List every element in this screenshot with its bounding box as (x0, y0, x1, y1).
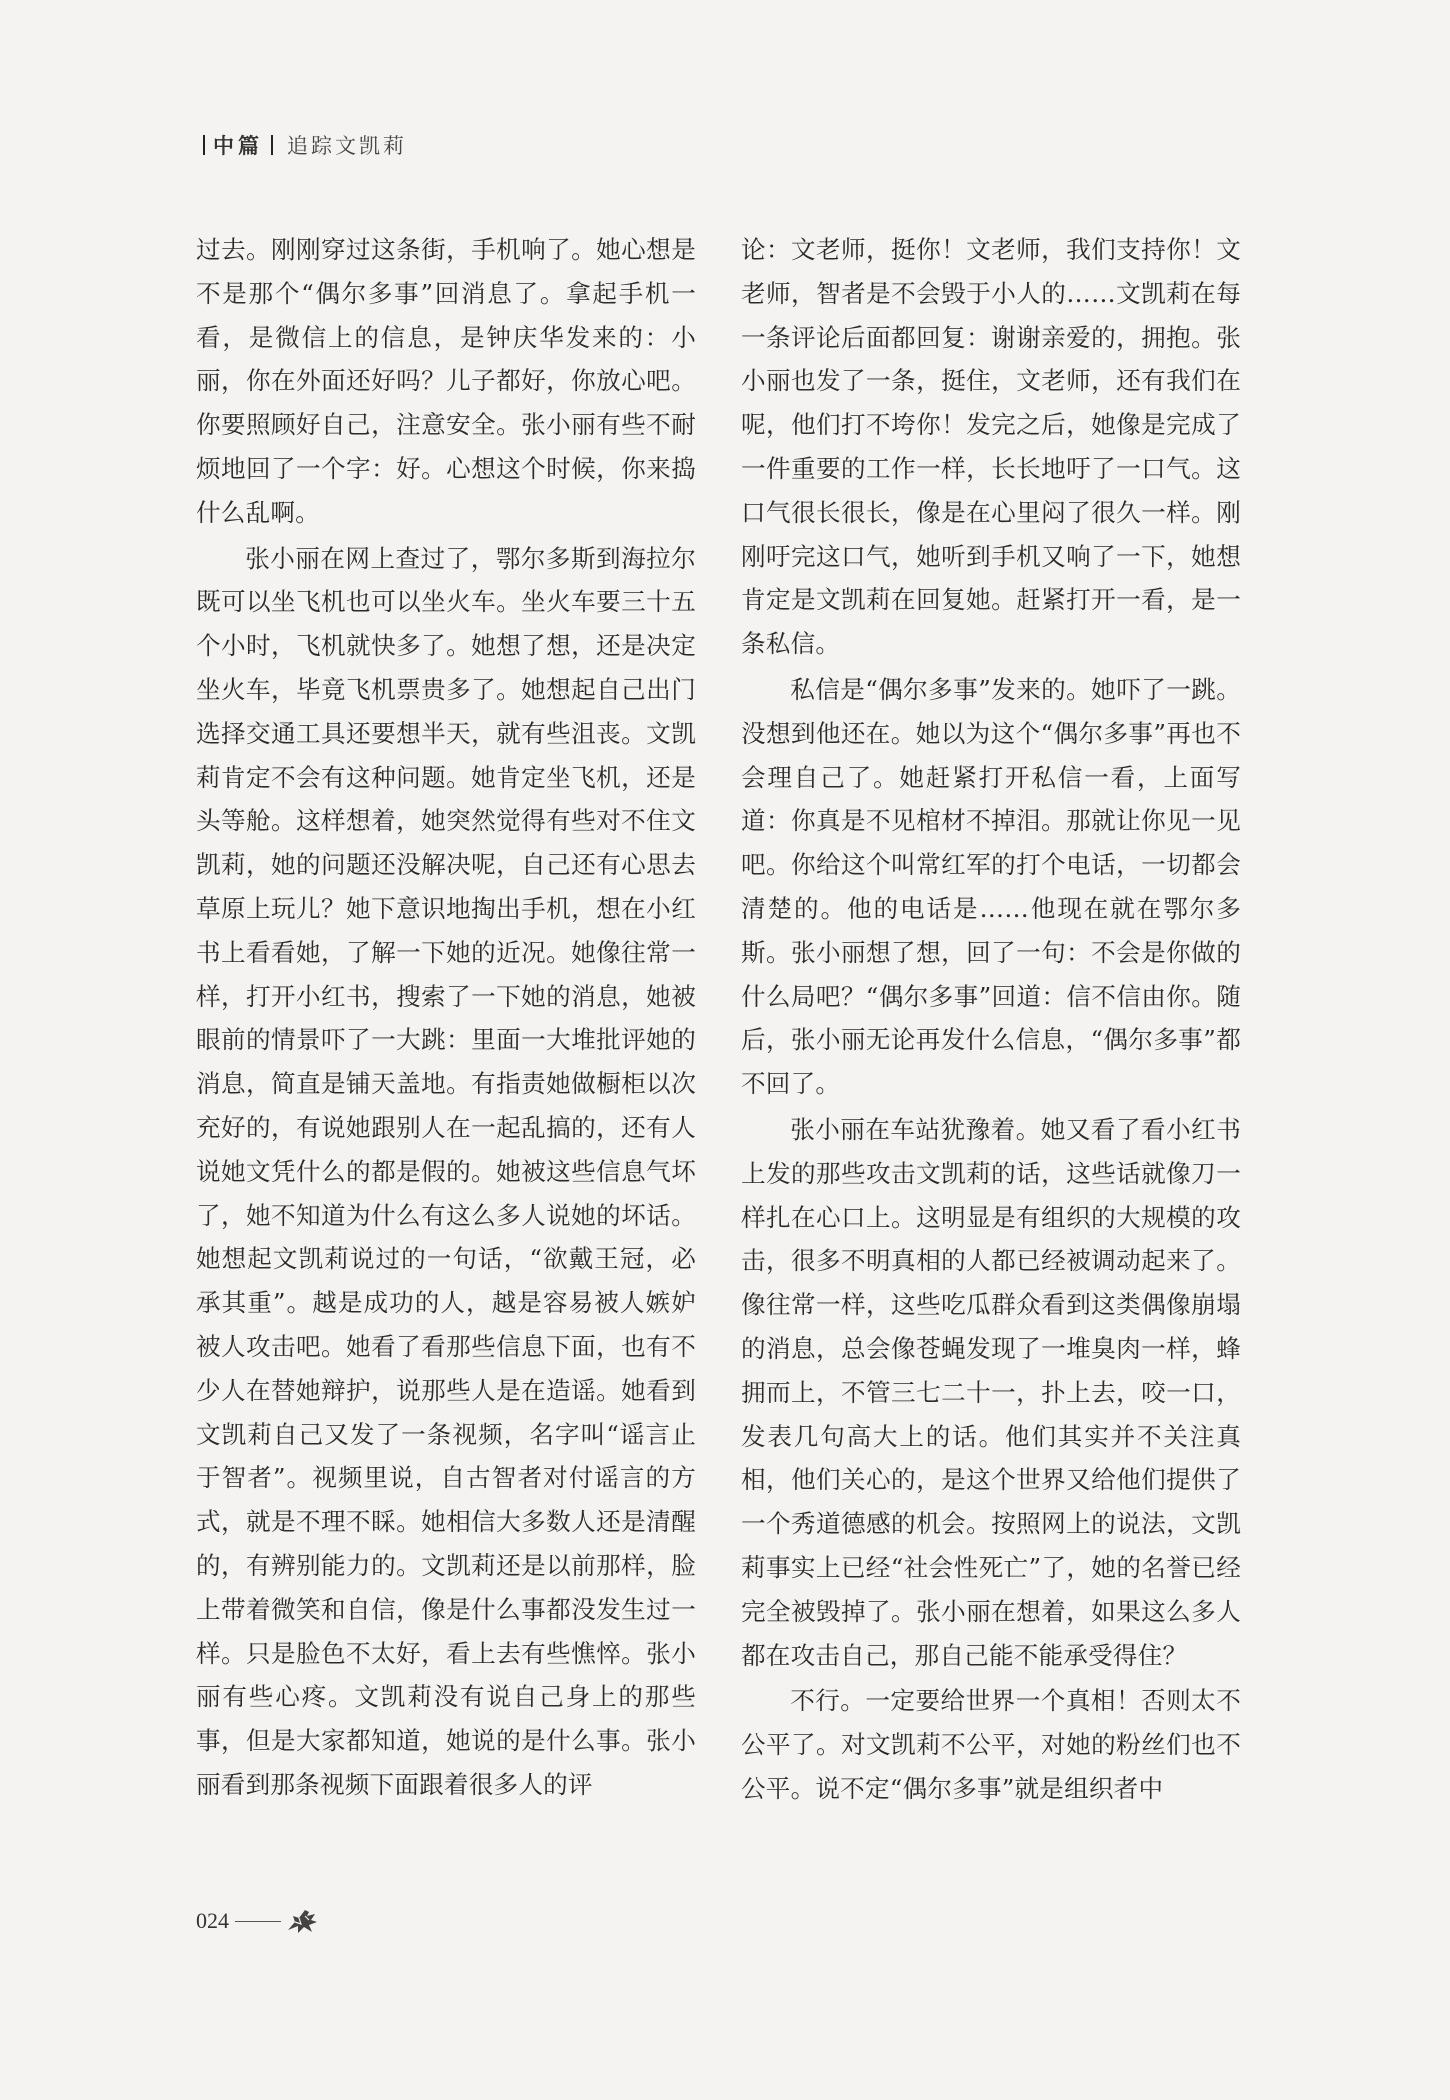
running-header (195, 130, 407, 160)
paragraph: 张小丽在网上查过了，鄂尔多斯到海拉尔既可以坐飞机也可以坐火车。坐火车要三十五个小时，飞机就快多了。她想了想，还是决定坐火车，毕竟飞机票贵多了。她想起自己出门选择交通工具还要想半天，就有些沮丧。文凯莉肯定不会有这种问题。她肯定坐飞机，还是头等舱。这样想着，她突然觉得有些对不住文凯莉，她的问题还没解决呢，自己还有心思去草原上玩儿？她下意识地掏出手机，想在小红书上看看她，了解一下她的近况。她像往常一样，打开小红书，搜索了一下她的消息，她被眼前的情景吓了一大跳：里面一大堆批评她的消息，简直是铺天盖地。有指责她做橱柜以次充好的，有说她跟别人在一起乱搞的，还有人说她文凭什么的都是假的。她被这些信息气坏了，她不知道为什么有这么多人说她的坏话。她想起文凯莉说过的一句话，“欲戴王冠，必承其重”。越是成功的人，越是容易被人嫉妒被人攻击吧。她看了看那些信息下面，也有不少人在替她辩护，说那些人是在造谣。她看到文凯莉自己又发了一条视频，名字叫“谣言止于智者”。视频里说，自古智者对付谣言的方式，就是不理不睬。她相信大多数人还是清醒的，有辨别能力的。文凯莉还是以前那样，脸上带着微笑和自信，像是什么事都没发生过一样。只是脸色不太好，看上去有些憔悴。张小丽有些心疼。文凯莉没有说自己身上的那些事，但是大家都知道，她说的是什么事。张小丽看到那条视频下面跟着很多人的评 (196, 543, 696, 1799)
chapter-title: 追踪文凯莉 (287, 134, 407, 158)
page-footer (196, 1906, 319, 1936)
paragraph: 过去。刚刚穿过这条街，手机响了。她心想是不是那个“偶尔多事”回消息了。拿起手机一看，是微信上的信息，是钟庆华发来的：小丽，你在外面还好吗？儿子都好，你放心吧。你要照顾好自己，注意安全。张小丽有些不耐烦地回了一个字：好。心想这个时候，你来捣什么乱啊。 (196, 235, 696, 527)
header-divider (203, 135, 205, 155)
header-divider (271, 135, 273, 155)
left-column (196, 228, 696, 1809)
section-label: 中篇 (213, 134, 263, 158)
paragraph: 张小丽在车站犹豫着。她又看了看小红书上发的那些攻击文凯莉的话，这些话就像刀一样扎在心口上。这明显是有组织的大规模的攻击，很多不明真相的人都已经被调动起来了。像往常一样，这些吃瓜群众看到这类偶像崩塌的消息，总会像苍蝇发现了一堆臭肉一样，蜂拥而上，不管三七二十一，扑上去，咬一口，发表几句高大上的话。他们其实并不关注真相，他们关心的，是这个世界又给他们提供了一个秀道德感的机会。按照网上的说法，文凯莉事实上已经“社会性死亡”了，她的名誉已经完全被毁掉了。张小丽在想着，如果这么多人都在攻击自己，那自己能不能承受得住？ (741, 1114, 1241, 1670)
footer-rule (235, 1921, 281, 1922)
paragraph: 私信是“偶尔多事”发来的。她吓了一跳。没想到他还在。她以为这个“偶尔多事”再也不会理自己了。她赶紧打开私信一看，上面写道：你真是不见棺材不掉泪。那就让你见一见吧。你给这个叫常红军的打个电话，一切都会清楚的。他的电话是……他现在就在鄂尔多斯。张小丽想了想，回了一句：不会是你做的什么局吧？“偶尔多事”回道：信不信由你。随后，张小丽无论再发什么信息，“偶尔多事”都不回了。 (741, 674, 1241, 1099)
horse-emblem-icon (285, 1906, 319, 1936)
paragraph: 不行。一定要给世界一个真相！否则太不公平了。对文凯莉不公平，对她的粉丝们也不公平。说不定“偶尔多事”就是组织者中 (741, 1686, 1241, 1803)
right-column (741, 228, 1241, 1813)
paragraph: 论：文老师，挺你！文老师，我们支持你！文老师，智者是不会毁于小人的……文凯莉在每一条评论后面都回复：谢谢亲爱的，拥抱。张小丽也发了一条，挺住，文老师，还有我们在呢，他们打不垮你！发完之后，她像是完成了一件重要的工作一样，长长地吁了一口气。这口气很长很长，像是在心里闷了很久一样。刚刚吁完这口气，她听到手机又响了一下，她想肯定是文凯莉在回复她。赶紧打开一看，是一条私信。 (741, 235, 1241, 659)
page-number: 024 (196, 1908, 229, 1933)
